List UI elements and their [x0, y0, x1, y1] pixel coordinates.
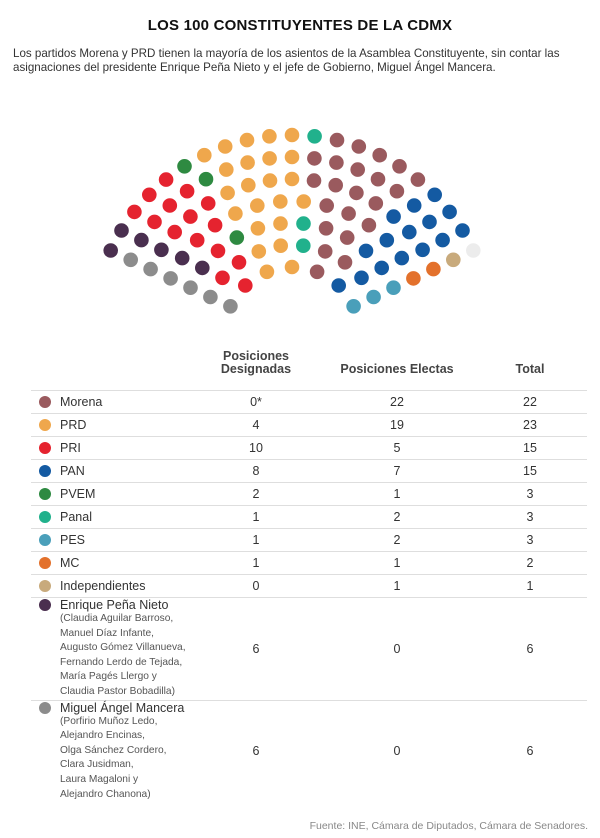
party-name: Panal [60, 510, 92, 524]
party-column-header [31, 350, 191, 391]
elected-value: 2 [393, 510, 401, 524]
member-line: Clara Jusidman, [60, 759, 134, 771]
seat-morena [338, 255, 353, 270]
elected-value: 7 [393, 464, 401, 478]
seat-pes [386, 280, 401, 295]
table-row [31, 529, 587, 552]
seat-enrique-pena-nieto [134, 233, 149, 248]
seat-prd [273, 216, 288, 231]
member-line: Fernando Lerdo de Tejada, [60, 656, 183, 668]
party-color-swatch [39, 580, 51, 592]
seat-prd [285, 150, 300, 165]
seat-morena [411, 172, 426, 187]
seat-morena [310, 265, 325, 280]
designated-value: 6 [252, 641, 260, 656]
total-value: 15 [523, 464, 537, 478]
party-name: PRI [60, 441, 81, 455]
seat-pri [180, 184, 195, 199]
table-row [31, 483, 587, 506]
total-value: 15 [523, 441, 537, 455]
total-value: 3 [526, 510, 534, 524]
seat-prd [260, 265, 275, 280]
seat-morena [371, 172, 386, 187]
seat-prd [262, 129, 277, 144]
party-name: PES [60, 533, 86, 547]
table-row [31, 700, 587, 802]
seat-pvem [177, 159, 192, 174]
designated-value: 1 [252, 533, 260, 547]
elected-value: 1 [393, 556, 401, 570]
seat-prd [263, 173, 278, 188]
elected-value: 19 [390, 418, 404, 432]
table-row [31, 506, 587, 529]
table-header-row [31, 350, 587, 391]
designated-value: 0* [250, 395, 262, 409]
seat-pan [407, 198, 422, 213]
table-row [31, 552, 587, 575]
seat-pri [201, 196, 216, 211]
seat-panal [307, 129, 322, 144]
seat-pvem [199, 172, 214, 187]
designated-value: 0 [252, 579, 260, 593]
total-value: 1 [526, 579, 534, 593]
seat-morena [350, 162, 365, 177]
seat-enrique-pena-nieto [103, 243, 118, 258]
party-color-swatch [39, 534, 51, 546]
party-color-swatch [39, 557, 51, 569]
party-name: Independientes [60, 579, 146, 593]
seat-pri [183, 209, 198, 224]
elected-value: 5 [393, 441, 401, 455]
seat-pan [427, 188, 442, 203]
seat-mc [426, 262, 441, 277]
elected-value: 2 [393, 533, 401, 547]
seat-pan [395, 251, 410, 266]
seat-unassigned [466, 243, 481, 258]
seat-pan [422, 215, 437, 230]
party-cell [31, 700, 191, 802]
seat-miguel-angel-mancera [143, 262, 158, 277]
party-cell [31, 437, 191, 460]
party-name: MC [60, 556, 80, 570]
elected-value: 1 [393, 487, 401, 501]
party-color-swatch [39, 442, 51, 454]
party-color-swatch [39, 465, 51, 477]
party-cell [31, 414, 191, 437]
seat-table [31, 350, 587, 802]
party-name: Enrique Peña Nieto [60, 598, 169, 612]
party-color-swatch [39, 488, 51, 500]
member-line: Alejandro Encinas, [60, 730, 145, 742]
party-cell [31, 506, 191, 529]
total-value: 23 [523, 418, 537, 432]
seat-prd [241, 178, 256, 193]
seat-pan [374, 261, 389, 276]
seat-miguel-angel-mancera [163, 271, 178, 286]
elected-value: 0 [393, 641, 401, 656]
seat-morena [369, 196, 384, 211]
seat-prd [273, 238, 288, 253]
party-cell [31, 391, 191, 414]
party-cell [31, 460, 191, 483]
seat-pan [380, 233, 395, 248]
elected-value: 22 [390, 395, 404, 409]
seat-enrique-pena-nieto [154, 243, 169, 258]
seat-morena [392, 159, 407, 174]
elected-value: 0 [393, 744, 401, 759]
seat-miguel-angel-mancera [183, 280, 198, 295]
seat-prd [251, 244, 266, 259]
seat-pri [163, 198, 178, 213]
seat-pri [159, 172, 174, 187]
elected-value: 1 [393, 579, 401, 593]
seat-prd [285, 128, 300, 143]
member-line: Alejandro Chanona) [60, 788, 151, 800]
seat-pri [147, 215, 162, 230]
seat-miguel-angel-mancera [203, 290, 218, 305]
total-column-header: Total [515, 362, 545, 376]
seat-morena [372, 148, 387, 163]
seat-pan [402, 225, 417, 240]
seat-morena [328, 178, 343, 193]
seat-pvem [230, 230, 245, 245]
party-name: PRD [60, 418, 87, 432]
seat-miguel-angel-mancera [223, 299, 238, 314]
total-value: 3 [526, 487, 534, 501]
party-name: PVEM [60, 487, 96, 501]
seat-pri [211, 244, 226, 259]
source-note: Fuente: INE, Cámara de Diputados, Cámara de Senadores. [309, 820, 588, 832]
party-color-swatch [39, 702, 51, 714]
seat-morena [319, 198, 334, 213]
total-value: 6 [526, 641, 534, 656]
member-line: Augusto Gómez Villanueva, [60, 642, 186, 654]
party-cell [31, 552, 191, 575]
seat-prd [285, 172, 300, 187]
seat-prd [228, 206, 243, 221]
seat-pri [238, 278, 253, 293]
seat-pri [232, 255, 247, 270]
seat-pan [415, 243, 430, 258]
seat-pan [455, 223, 470, 238]
designated-value: 1 [252, 510, 260, 524]
seat-morena [349, 186, 364, 201]
seat-morena [307, 151, 322, 166]
seat-pan [354, 271, 369, 286]
seat-enrique-pena-nieto [175, 251, 190, 266]
party-color-swatch [39, 419, 51, 431]
designated-value: 8 [252, 464, 260, 478]
seat-pan [435, 233, 450, 248]
seat-pan [331, 278, 346, 293]
seat-pri [142, 188, 157, 203]
seat-prd [240, 155, 255, 170]
party-cell [31, 483, 191, 506]
party-name: PAN [60, 464, 85, 478]
party-members [60, 612, 191, 700]
seat-mc [406, 271, 421, 286]
seat-pes [366, 290, 381, 305]
party-cell [31, 598, 191, 701]
seat-prd [197, 148, 212, 163]
seat-pan [359, 244, 374, 259]
designated-value: 6 [252, 744, 260, 759]
seat-prd [250, 198, 265, 213]
seat-pri [208, 218, 223, 233]
member-line: María Pagés Llergo y [60, 671, 157, 683]
seat-miguel-angel-mancera [123, 253, 138, 268]
seat-panal [296, 238, 311, 253]
seat-enrique-pena-nieto [114, 223, 129, 238]
seat-enrique-pena-nieto [195, 261, 210, 276]
designated-value: 4 [252, 418, 260, 432]
total-value: 2 [526, 556, 534, 570]
chart-subtitle: Los partidos Morena y PRD tienen la mayoría de los asientos de la Asamblea Constituyente, sin contar las asignaciones del presidente Enrique Peña Nieto y el jefe de Gobierno, Miguel Ángel Mancera. [13, 47, 560, 74]
table-row [31, 391, 587, 414]
table-row [31, 437, 587, 460]
table-row [31, 598, 587, 701]
designated-column-header: Posiciones Designadas [220, 349, 292, 376]
seat-prd [296, 194, 311, 209]
parliament-chart [0, 88, 600, 338]
seat-independientes [446, 253, 461, 268]
seat-morena [390, 184, 405, 199]
party-color-swatch [39, 511, 51, 523]
seat-morena [318, 244, 333, 259]
member-line: Manuel Díaz Infante, [60, 627, 155, 639]
party-color-swatch [39, 599, 51, 611]
seat-morena [329, 155, 344, 170]
party-cell [31, 575, 191, 598]
total-value: 6 [526, 744, 534, 759]
designated-value: 1 [252, 556, 260, 570]
elected-column-header: Posiciones Electas [340, 362, 454, 376]
member-line: Olga Sánchez Cordero, [60, 744, 167, 756]
member-line: Laura Magaloni y [60, 773, 139, 785]
total-value: 3 [526, 533, 534, 547]
table-row [31, 460, 587, 483]
seat-prd [220, 186, 235, 201]
seat-pri [127, 205, 142, 220]
party-color-swatch [39, 396, 51, 408]
seat-pan [442, 205, 457, 220]
seat-prd [251, 221, 266, 236]
seat-pri [190, 233, 205, 248]
designated-value: 10 [249, 441, 263, 455]
party-cell [31, 529, 191, 552]
party-name: Morena [60, 395, 103, 409]
seat-prd [218, 139, 233, 154]
member-line: (Claudia Aguilar Barroso, [60, 613, 174, 624]
seat-pri [215, 271, 230, 286]
seat-morena [362, 218, 377, 233]
seat-morena [330, 133, 345, 148]
seat-prd [285, 260, 300, 275]
chart-title: LOS 100 CONSTITUYENTES DE LA CDMX [147, 17, 453, 34]
seat-pan [386, 209, 401, 224]
designated-value: 2 [252, 487, 260, 501]
member-line: (Porfirio Muñoz Ledo, [60, 715, 158, 727]
total-value: 22 [523, 395, 537, 409]
seat-morena [340, 230, 355, 245]
seat-morena [307, 173, 322, 188]
seat-pri [167, 225, 182, 240]
seat-morena [319, 221, 334, 236]
seat-prd [219, 162, 234, 177]
seat-pes [346, 299, 361, 314]
party-name: Miguel Ángel Mancera [60, 700, 185, 715]
table-row [31, 575, 587, 598]
seat-panal [296, 216, 311, 231]
party-members [60, 715, 191, 803]
seat-prd [262, 151, 277, 166]
seat-prd [273, 194, 288, 209]
seat-prd [240, 133, 255, 148]
table-row [31, 414, 587, 437]
member-line: Claudia Pastor Bobadilla) [60, 685, 175, 697]
seat-morena [352, 139, 367, 154]
seat-morena [341, 206, 356, 221]
